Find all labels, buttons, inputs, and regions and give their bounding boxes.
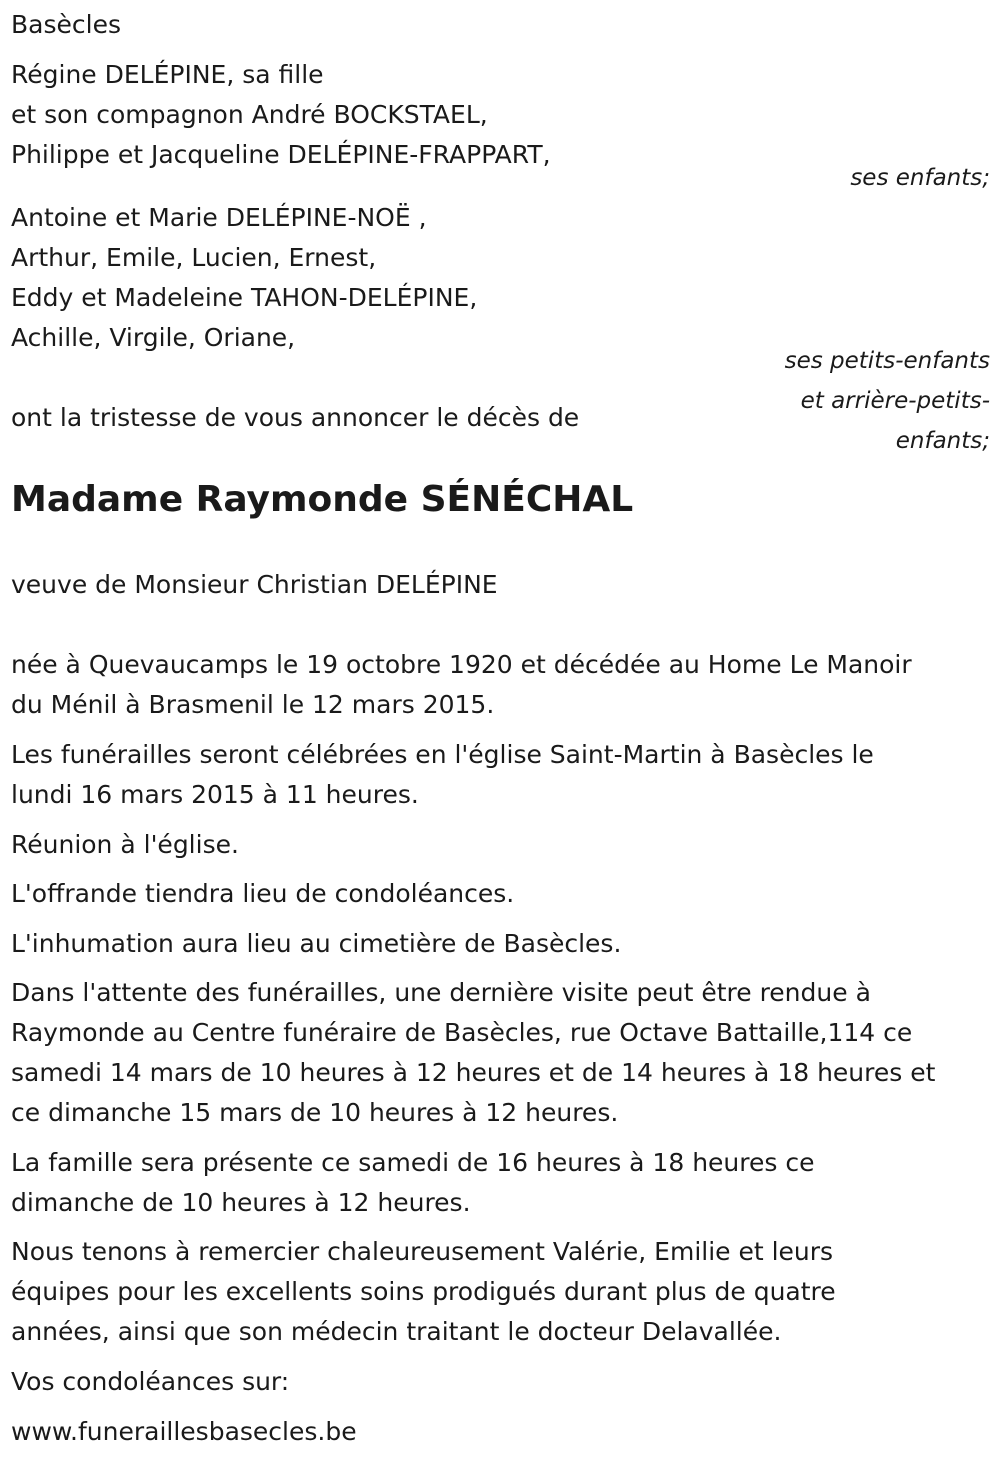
paragraph-line: L'inhumation aura lieu au cimetière de Basècles.: [11, 929, 622, 958]
paragraph-line: Vos condoléances sur:: [11, 1367, 290, 1396]
paragraph-line: née à Quevaucamps le 19 octobre 1920 et décédée au Home Le Manoir: [11, 650, 912, 679]
location-heading: Basècles: [11, 10, 121, 39]
widow-of-line: veuve de Monsieur Christian DELÉPINE: [11, 570, 498, 599]
paragraph-line: Les funérailles seront célébrées en l'église Saint-Martin à Basècles le: [11, 740, 874, 769]
family-line: Philippe et Jacqueline DELÉPINE-FRAPPART,: [11, 140, 551, 169]
deceased-name: Madame Raymonde SÉNÉCHAL: [11, 479, 634, 520]
paragraph-line: Nous tenons à remercier chaleureusement Valérie, Emilie et leurs: [11, 1237, 834, 1266]
paragraph-line: Raymonde au Centre funéraire de Basècles, rue Octave Battaille,114 ce: [11, 1018, 913, 1047]
paragraph-line: du Ménil à Brasmenil le 12 mars 2015.: [11, 690, 495, 719]
grandchildren-role: enfants;: [895, 428, 990, 454]
family-line: Antoine et Marie DELÉPINE-NOË ,: [11, 203, 427, 232]
grandchildren-role: et arrière-petits-: [800, 388, 990, 414]
family-line: Eddy et Madeleine TAHON-DELÉPINE,: [11, 283, 478, 312]
paragraph-line: L'offrande tiendra lieu de condoléances.: [11, 879, 515, 908]
paragraph-line: années, ainsi que son médecin traitant le docteur Delavallée.: [11, 1317, 782, 1346]
paragraph-line: équipes pour les excellents soins prodigués durant plus de quatre: [11, 1277, 836, 1306]
family-line: Achille, Virgile, Oriane,: [11, 323, 296, 352]
paragraph-line: samedi 14 mars de 10 heures à 12 heures et de 14 heures à 18 heures et: [11, 1058, 936, 1087]
paragraph-line: lundi 16 mars 2015 à 11 heures.: [11, 780, 419, 809]
paragraph-line: ce dimanche 15 mars de 10 heures à 12 heures.: [11, 1098, 619, 1127]
announcement-intro: ont la tristesse de vous annoncer le décès de: [11, 403, 580, 432]
paragraph-line: dimanche de 10 heures à 12 heures.: [11, 1188, 471, 1217]
children-role: ses enfants;: [850, 165, 990, 191]
family-line: et son compagnon André BOCKSTAEL,: [11, 100, 488, 129]
paragraph-line: Dans l'attente des funérailles, une dernière visite peut être rendue à: [11, 978, 871, 1007]
condolences-website[interactable]: www.funeraillesbasecles.be: [11, 1417, 357, 1446]
paragraph-line: La famille sera présente ce samedi de 16 heures à 18 heures ce: [11, 1148, 815, 1177]
grandchildren-role: ses petits-enfants: [784, 348, 990, 374]
family-line: Arthur, Emile, Lucien, Ernest,: [11, 243, 377, 272]
family-line: Régine DELÉPINE, sa fille: [11, 60, 324, 89]
paragraph-line: Réunion à l'église.: [11, 830, 239, 859]
